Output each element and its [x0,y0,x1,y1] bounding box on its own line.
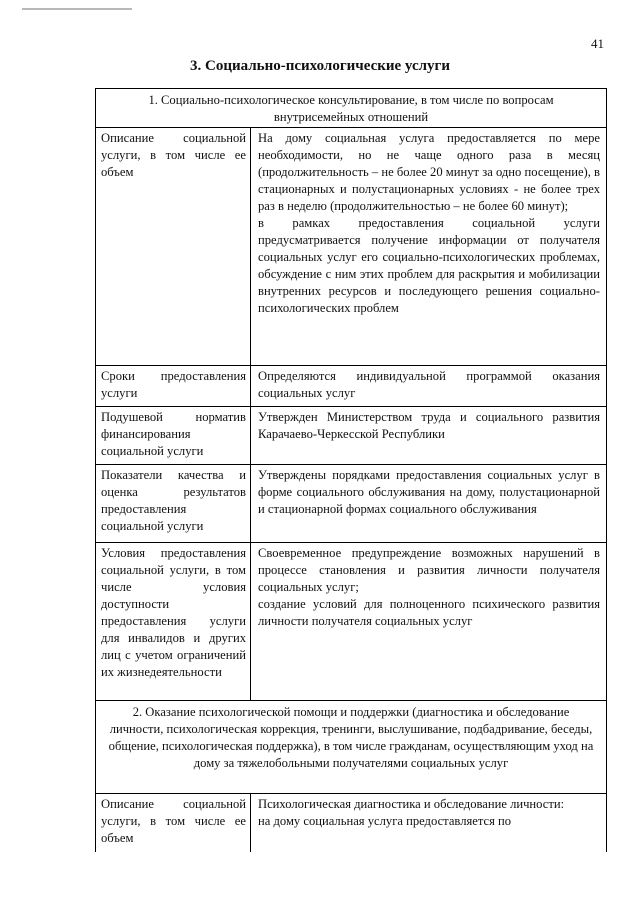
row-content: Определяются индивидуальной программой оказания социальных услуг [258,369,600,400]
row-content: Своевременное предупреждение возможных нарушений в процессе становления и развития личности получателя социальных услуг; создание условий для полноценного психического развития личности получателя социальных услуг [258,546,600,628]
row-content: На дому социальная услуга предоставляется по мере необходимости, но не чаще одного раза в месяц (продолжительность – не более 20 минут за одно посещение), в стационарных и полустационарных условиях - не более трех раз в неделю (продолжительностью – не более 60 минут); в рамках предоставления социальной услуги предусматривается получение информации от получателя социальных услуг его социально-психологических проблемах, обсуждение с ним этих проблем для раскрытия и мобилизации внутренних ресурсов и последующего решения социально-психологических проблем [258,131,600,315]
row-label: Подушевой норматив финансирования социальной услуги [96,407,251,464]
table-row [96,366,606,407]
row-content: Утвержден Министерством труда и социального развития Карачаево-Черкесской Республики [258,410,600,441]
service-2-title: 2. Оказание психологической помощи и поддержки (диагностика и обследование личности, психологическая коррекция, тренинги, выслушивание, подбадривание, беседы, общение, психологическая поддержка), в том числе гражданам, осуществляющим уход на дому за тяжелобольными получателями социальных услуг [96,701,606,794]
row-label: Условия предоставления социальной услуги, в том числе условия доступности предоставления услуги для инвалидов и других лиц с учетом ограничений их жизнедеятельности [96,543,251,700]
row-content: Утверждены порядками предоставления социальных услуг в форме социального обслуживания на дому, полустационарной и стационарной формах социального обслуживания [258,468,600,516]
row-label: Показатели качества и оценка результатов предоставления социальной услуги [96,465,251,542]
table-row [96,794,606,852]
table-row [96,465,606,543]
row-label: Описание социальной услуги, в том числе ее объем [96,128,251,365]
page-number: 41 [591,36,604,51]
row-content: Психологическая диагностика и обследование личности: на дому социальная услуга предоставляется по [258,797,565,828]
services-table [95,88,607,852]
row-label: Описание социальной услуги, в том числе ее объем [96,794,251,852]
service-1-title: 1. Социально-психологическое консультирование, в том числе по вопросам внутрисемейных отношений [96,89,606,128]
scan-edge-mark [22,8,132,10]
table-row [96,128,606,366]
table-row [96,407,606,465]
section-title: 3. Социально-психологические услуги [190,58,450,74]
table-row [96,543,606,701]
row-label: Сроки предоставления услуги [96,366,251,406]
